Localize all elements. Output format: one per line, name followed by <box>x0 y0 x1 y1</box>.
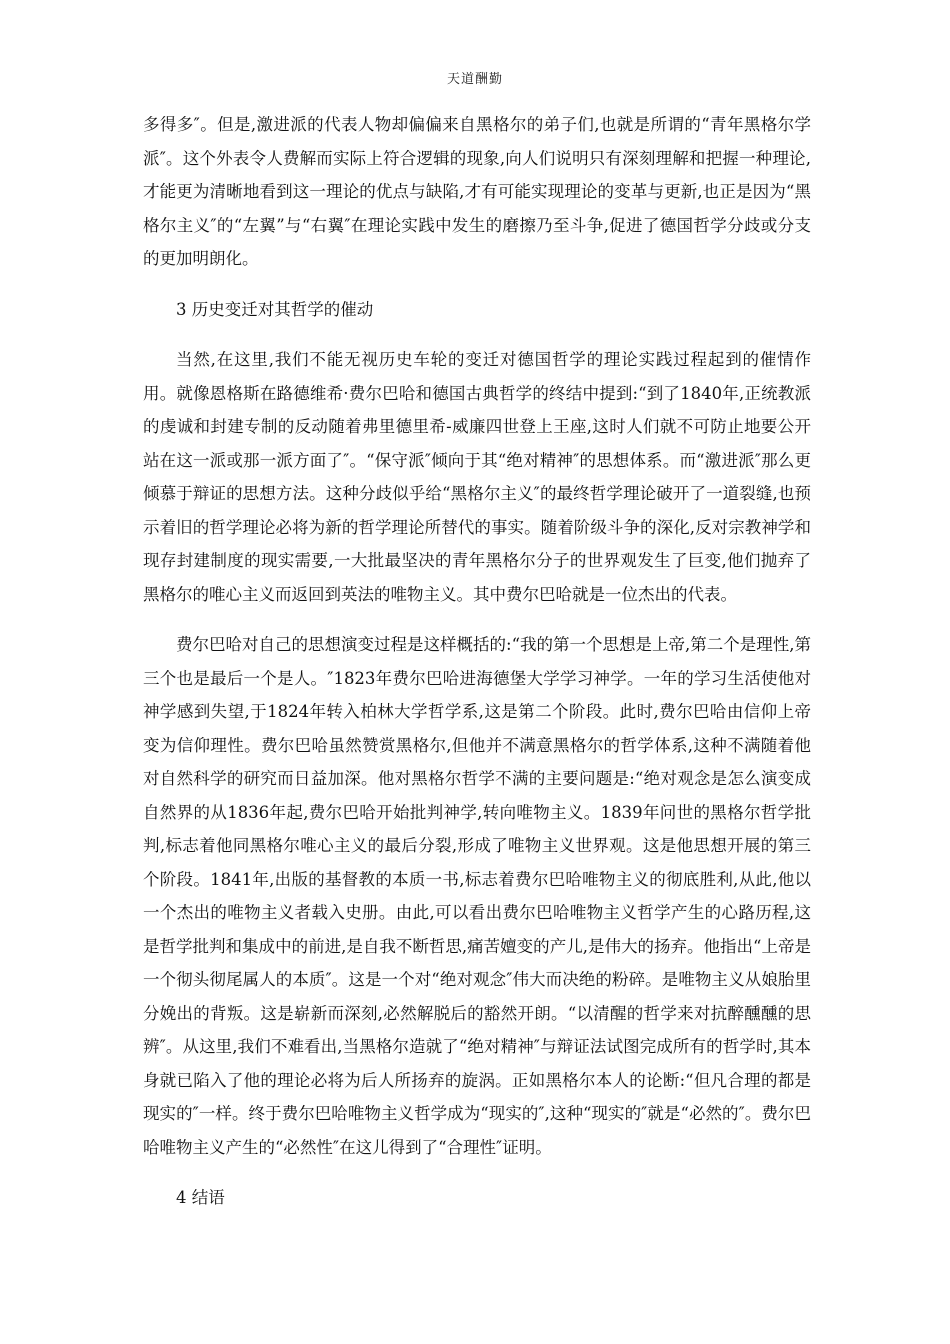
section-heading-3: 3 历史变迁对其哲学的催动 <box>176 299 374 319</box>
paragraph-feuerbach-evolution: 费尔巴哈对自己的思想演变过程是这样概括的:“我的第一个思想是上帝,第二个是理性,第三个也是最后一个是人。″1823年费尔巴哈进海德堡大学学习神学。一年的学习生活使他对神学感到失望,于1824年转入柏林大学哲学系,这是第二个阶段。此时,费尔巴哈由信仰上帝变为信仰理性。费尔巴哈虽然赞赏黑格尔,但他并不满意黑格尔的哲学体系,这种不满随着他对自然科学的研究而日益加深。他对黑格尔哲学不满的主要问题是:“绝对观念是怎么演变成自然界的从1836年起,费尔巴哈开始批判神学,转向唯物主义。1839年问世的黑格尔哲学批判,标志着他同黑格尔唯心主义的最后分裂,形成了唯物主义世界观。这是他思想开展的第三个阶段。1841年,出版的基督教的本质一书,标志着费尔巴哈唯物主义的彻底胜利,从此,他以一个杰出的唯物主义者载入史册。由此,可以看出费尔巴哈唯物主义哲学产生的心路历程,这是哲学批判和集成中的前进,是自我不断哲思,痛苦嬗变的产儿,是伟大的扬弃。他指出“上帝是一个彻头彻尾属人的本质″。这是一个对“绝对观念″伟大而决绝的粉碎。是唯物主义从娘胎里分娩出的背叛。这是崭新而深刻,必然解脱后的豁然开朗。“以清醒的哲学来对抗醉醺醺的思辨″。从这里,我们不难看出,当黑格尔造就了“绝对精神″与辩证法试图完成所有的哲学时,其本身就已陷入了他的理论必将为后人所扬弃的旋涡。正如黑格尔本人的论断:“但凡合理的都是现实的″一样。终于费尔巴哈唯物主义哲学成为“现实的″,这种“现实的″就是“必然的″。费尔巴哈唯物主义产生的“必然性″在这儿得到了“合理性″证明。 <box>143 635 811 1157</box>
section-heading-4: 4 结语 <box>176 1188 225 1207</box>
page-header: 天道酬勤 <box>446 72 503 87</box>
paragraph-continued: 多得多″。但是,激进派的代表人物却偏偏来自黑格尔的弟子们,也就是所谓的“青年黑格尔学派″。这个外表令人费解而实际上符合逻辑的现象,向人们说明只有深刻理解和把握一种理论,才能更为清晰地看到这一理论的优点与缺陷,才有可能实现理论的变革与更新,也正是因为“黑格尔主义″的“左翼”与“右翼″在理论实践中发生的磨擦乃至斗争,促进了德国哲学分歧或分支的更加明朗化。 <box>143 115 811 268</box>
paragraph-historical-changes: 当然,在这里,我们不能无视历史车轮的变迁对德国哲学的理论实践过程起到的催情作用。就像恩格斯在路德维希·费尔巴哈和德国古典哲学的终结中提到:“到了1840年,正统教派的虔诚和封建专制的反动随着弗里德里希-威廉四世登上王座,这时人们就不可防止地要公开站在这一派或那一派方面了″。“保守派″倾向于其“绝对精神″的思想体系。而“激进派″那么更倾慕于辩证的思想方法。这种分歧似乎给“黑格尔主义″的最终哲学理论破开了一道裂缝,也预示着旧的哲学理论必将为新的哲学理论所替代的事实。随着阶级斗争的深化,反对宗教神学和现存封建制度的现实需要,一大批最坚决的青年黑格尔分子的世界观发生了巨变,他们抛弃了黑格尔的唯心主义而返回到英法的唯物主义。其中费尔巴哈就是一位杰出的代表。 <box>143 350 811 604</box>
document-body <box>143 108 811 1232</box>
